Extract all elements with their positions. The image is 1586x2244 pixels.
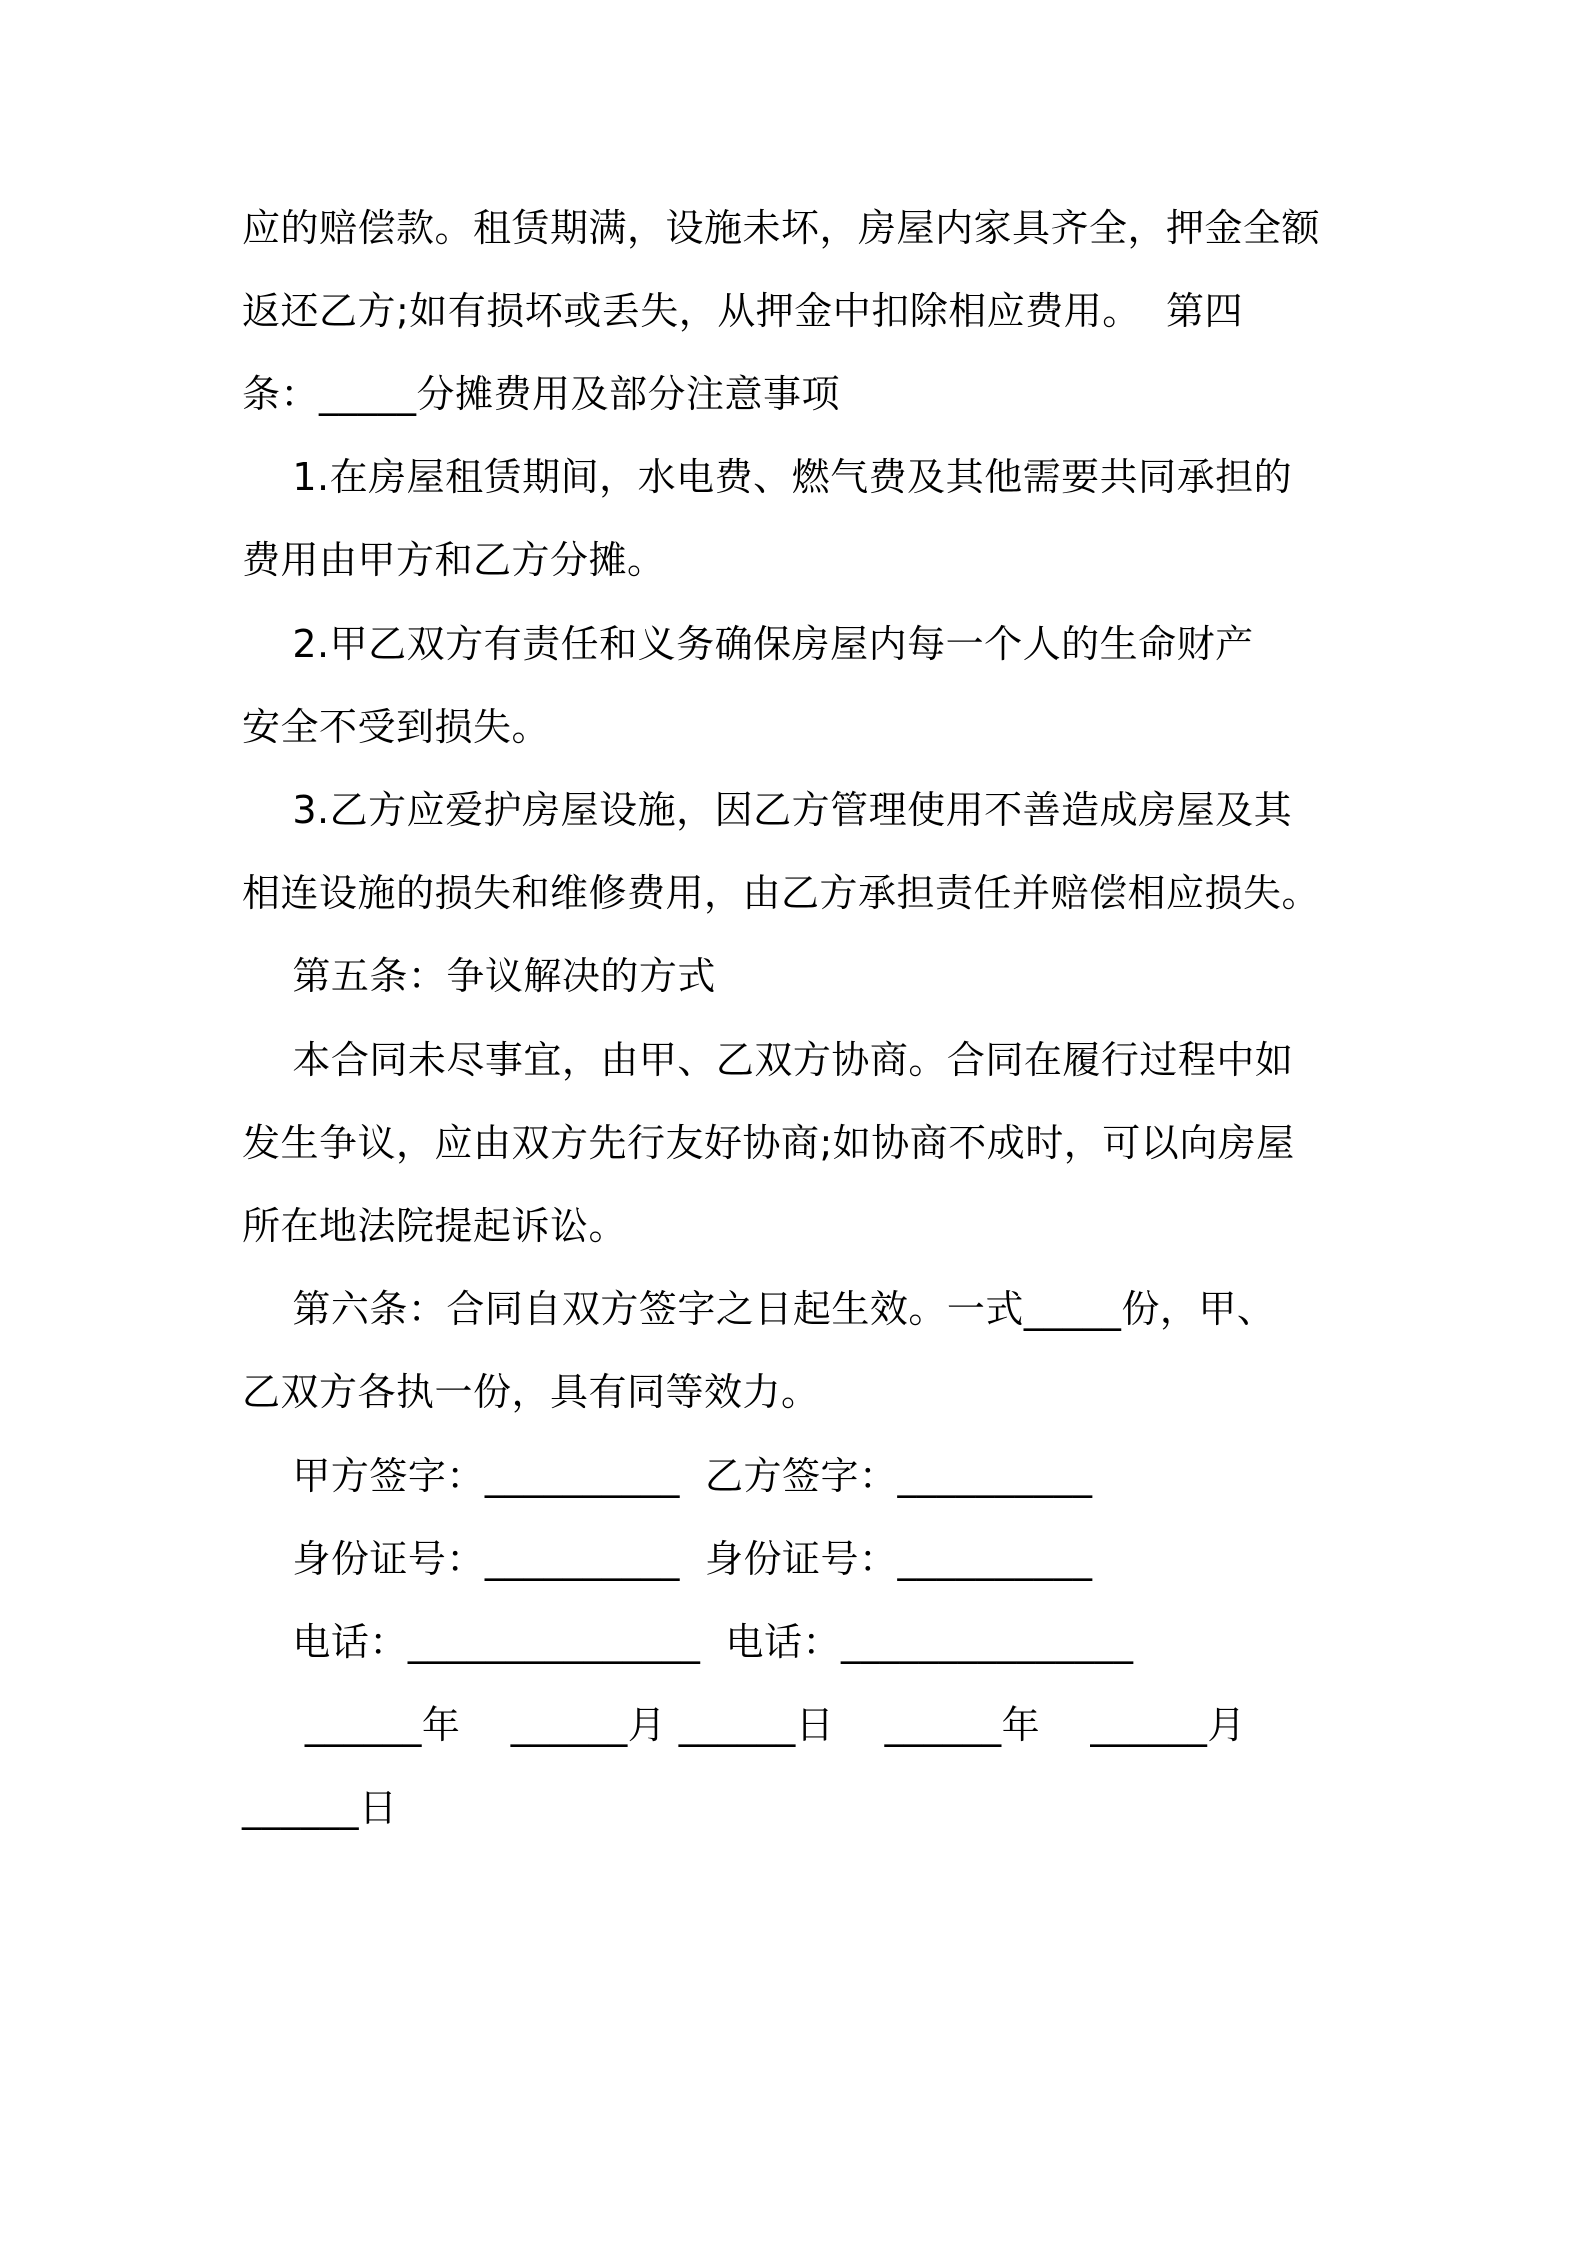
text-line: 返还乙方;如有损坏或丢失，从押金中扣除相应费用。 第四 [242, 289, 1243, 333]
date-line: ______年 ______月 ______日 ______年 ______月 [242, 1703, 1246, 1747]
text-line: 3.乙方应爱护房屋设施，因乙方管理使用不善造成房屋及其 [242, 788, 1293, 832]
phone-line: 电话：_______________ 电话：_______________ [242, 1620, 1134, 1664]
text-line: 第六条：合同自双方签字之日起生效。一式_____份，甲、 [242, 1287, 1276, 1331]
text-line: 相连设施的损失和维修费用，由乙方承担责任并赔偿相应损失。 [242, 871, 1321, 915]
text-line: 乙双方各执一份，具有同等效力。 [242, 1370, 820, 1414]
text-line: 发生争议，应由双方先行友好协商;如协商不成时，可以向房屋 [242, 1121, 1295, 1165]
text-line: 本合同未尽事宜，由甲、乙双方协商。合同在履行过程中如 [242, 1038, 1294, 1082]
text-line: 费用由甲方和乙方分摊。 [242, 538, 666, 582]
text-line: 1.在房屋租赁期间，水电费、燃气费及其他需要共同承担的 [242, 455, 1293, 499]
id-number-line: 身份证号：__________ 身份证号：__________ [242, 1537, 1093, 1581]
text-line: 应的赔偿款。租赁期满，设施未坏，房屋内家具齐全，押金全额 [242, 206, 1321, 250]
text-line: 2.甲乙双方有责任和义务确保房屋内每一个人的生命财产 [242, 622, 1254, 666]
text-line: 第五条：争议解决的方式 [242, 954, 716, 998]
text-line: 条：_____分摊费用及部分注意事项 [242, 372, 841, 416]
date-line: ______日 [242, 1786, 398, 1830]
text-line: 安全不受到损失。 [242, 705, 551, 749]
signature-line: 甲方签字：__________ 乙方签字：__________ [242, 1454, 1093, 1498]
text-line: 所在地法院提起诉讼。 [242, 1204, 628, 1248]
